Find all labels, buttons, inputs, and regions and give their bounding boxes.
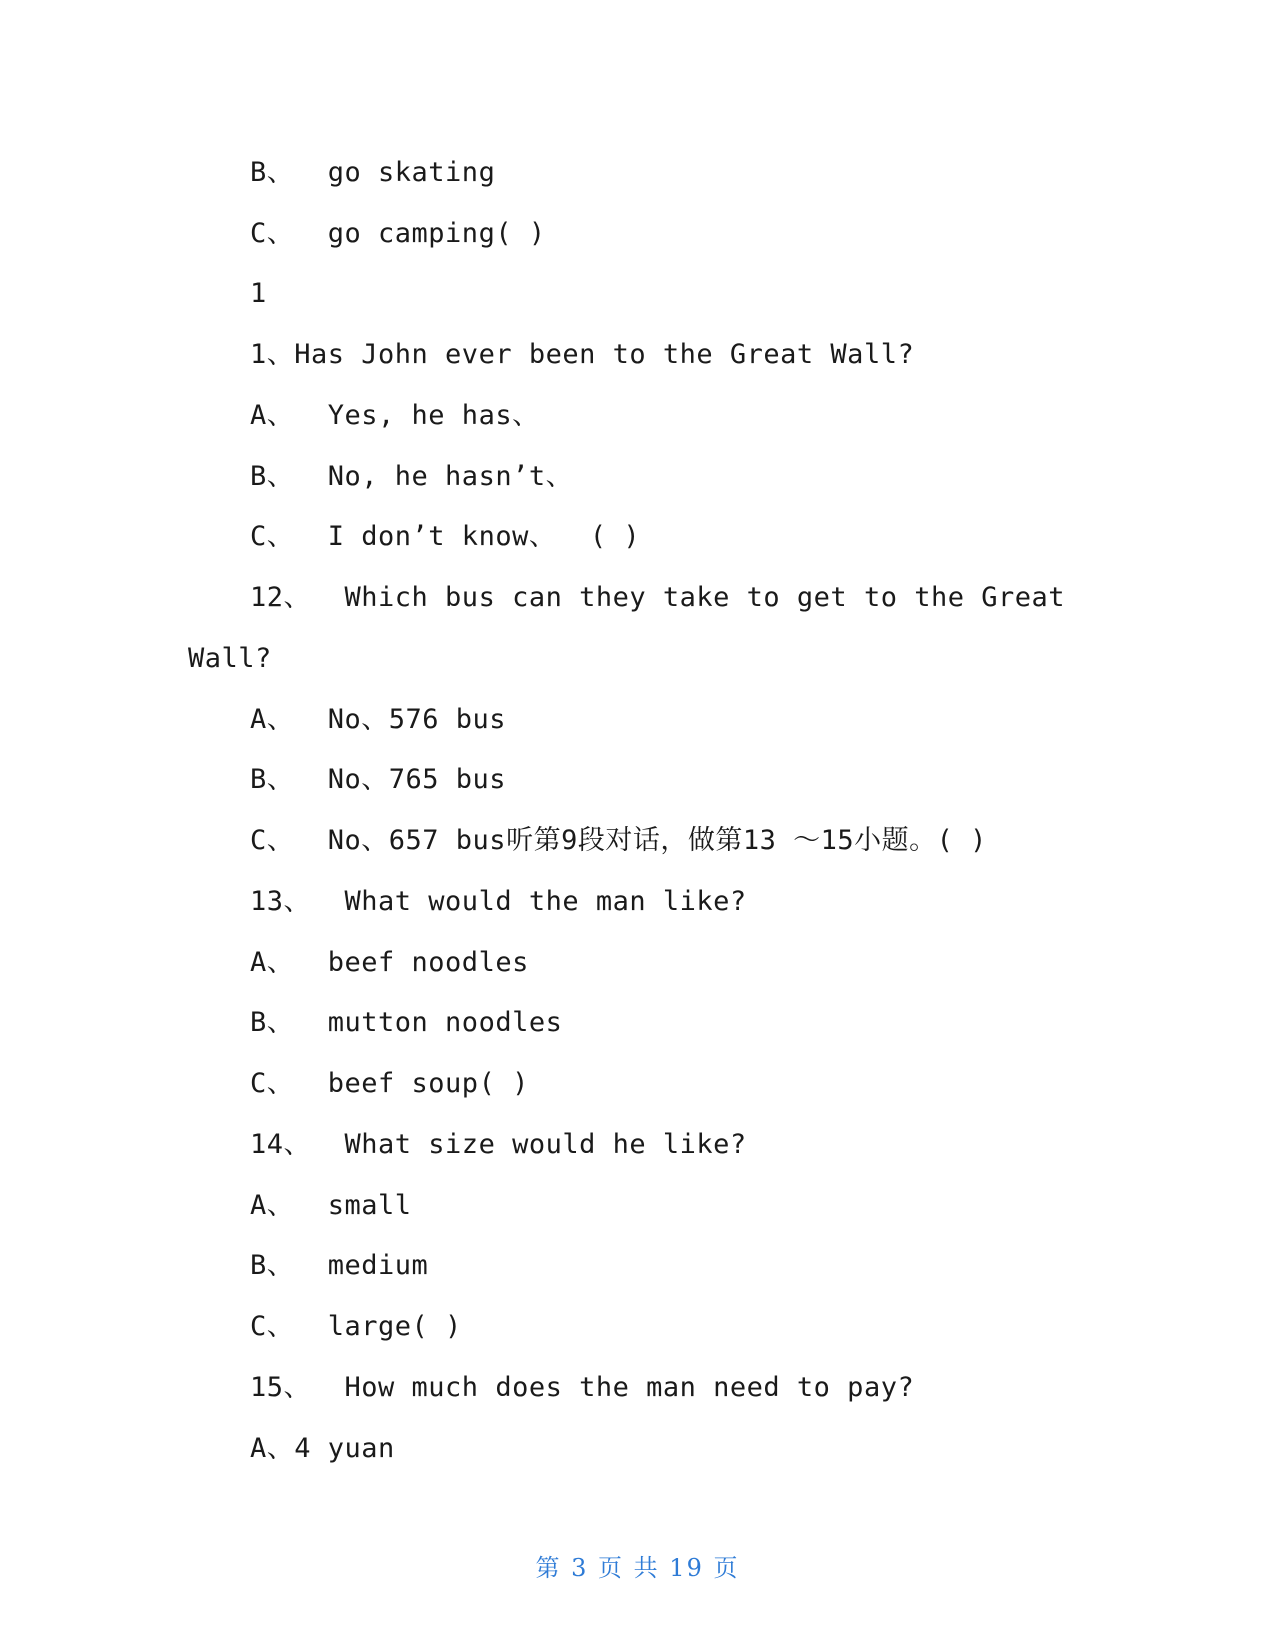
option-b-line: B、 No, he hasn’t、: [250, 461, 574, 492]
question-14-line: 14、 What size would he like?: [250, 1129, 747, 1160]
question-12-line: 12、 Which bus can they take to get to the Great: [250, 582, 1066, 613]
option-c-line: C、 beef soup( ): [250, 1068, 529, 1099]
question-15-line: 15、 How much does the man need to pay?: [250, 1372, 915, 1403]
question-11-line: 1、Has John ever been to the Great Wall?: [250, 339, 915, 370]
option-b-line: B、 go skating: [250, 157, 496, 188]
question-12-continuation: Wall?: [188, 643, 272, 674]
option-c-line: C、 large( ): [250, 1311, 462, 1342]
option-b-line: B、 medium: [250, 1250, 429, 1281]
option-b-line: B、 mutton noodles: [250, 1007, 563, 1038]
option-a-line: A、 Yes, he has、: [250, 400, 540, 431]
option-a-line: A、4 yuan: [250, 1433, 395, 1464]
option-c-line: C、 go camping( ): [250, 218, 546, 249]
option-b-line: B、 No、765 bus: [250, 764, 507, 795]
option-c-line: C、 No、657 bus听第9段对话，做第13 ～15小题。( ): [250, 825, 987, 856]
option-a-line: A、 beef noodles: [250, 947, 529, 978]
option-c-line: C、 I don’t know、 ( ): [250, 521, 641, 552]
section-number-line: 1: [250, 278, 267, 309]
page-footer: 第 3 页 共 19 页: [535, 1554, 740, 1582]
option-a-line: A、 No、576 bus: [250, 704, 507, 735]
option-a-line: A、 small: [250, 1190, 412, 1221]
question-13-line: 13、 What would the man like?: [250, 886, 747, 917]
